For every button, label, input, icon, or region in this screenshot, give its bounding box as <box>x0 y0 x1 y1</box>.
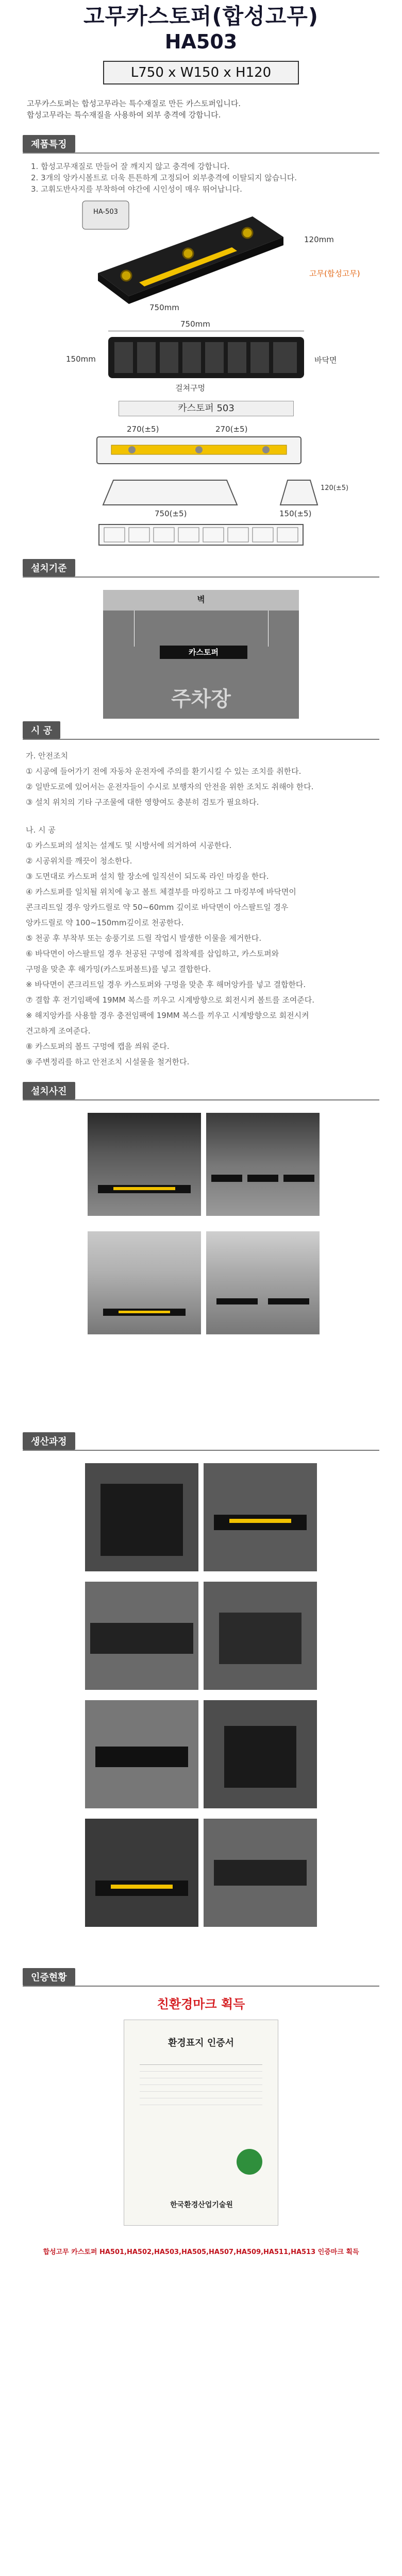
certificate-document <box>124 2020 278 2226</box>
construction-section <box>0 721 402 1070</box>
procedure-item: ① 카스토퍼의 설치는 설계도 및 시방서에 의거하여 시공한다. <box>26 841 232 850</box>
dimensions-box: L750 x W150 x H120 <box>103 61 299 84</box>
intro-line-1: 고무카스토퍼는 합성고무라는 특수재질로 만든 카스토퍼입니다. <box>27 99 241 108</box>
install-photo-2 <box>206 1113 320 1216</box>
bar-underside-grid <box>98 523 304 546</box>
product-model: HA503 <box>164 30 238 53</box>
procedure-item: ⑦ 결합 후 전기임팩에 19MM 복스를 끼우고 시계방향으로 회전시켜 볼트를 조여준다. <box>26 995 315 1005</box>
width-side-label: 150(±5) <box>279 509 312 518</box>
spacing-left-label: 270(±5) <box>127 425 159 434</box>
feature-item: 2. 3개의 앙카시볼트로 더욱 튼튼하게 고정되어 외부충격에 이탈되지 않습니다. <box>31 173 297 182</box>
install-photo-4 <box>206 1231 320 1334</box>
parking-label: 주차장 <box>171 687 231 711</box>
procedure-item: ⑤ 천공 후 부착부 또는 송풍기로 드릴 작업시 발생한 이물을 제거한다. <box>26 934 262 943</box>
production-photo-1 <box>85 1463 198 1571</box>
safety-item: ② 일반도로에 있어서는 운전자들이 수시로 보행자의 안전을 위한 조치도 취해야 한다. <box>26 782 314 791</box>
eco-mark-title: 친환경마크 획득 <box>157 1997 245 2011</box>
install-photo-1 <box>88 1113 201 1216</box>
product-title: 고무카스토퍼(합성고무) <box>83 4 319 29</box>
guide-line <box>134 611 135 647</box>
production-photo-4 <box>204 1582 317 1690</box>
length-label-plan: 750mm <box>180 319 210 329</box>
install-standard-divider <box>23 577 379 578</box>
procedure-item: 구멍을 맞춘 후 해가밍(카스토퍼볼트)를 넣고 결합한다. <box>26 964 211 974</box>
certification-footer: 합성고무 카스토퍼 HA501,HA502,HA503,HA505,HA507,HA509,HA511,HA513 인증마크 획득 <box>43 2248 359 2256</box>
features-list <box>0 154 402 195</box>
certification-section <box>0 1968 402 2576</box>
bar-top-view <box>96 435 302 466</box>
length-side-label: 750(±5) <box>155 509 187 518</box>
procedure-item: ⑨ 주변정리를 하고 안전조치 시설물을 철거한다. <box>26 1057 190 1066</box>
feature-item: 3. 고휘도반사지를 부착하여 야간에 시인성이 매우 뛰어납니다. <box>31 184 242 194</box>
svg-text:HA-503: HA-503 <box>93 208 118 216</box>
certification-title: 인증현황 <box>23 1968 75 1986</box>
bar-perspective-illustration <box>77 196 294 304</box>
procedure-item: ⑧ 카스토퍼의 볼트 구멍에 캡을 씌워 준다. <box>26 1042 170 1051</box>
procedure-item: ⑥ 바닥면이 아스팔트일 경우 천공된 구멍에 접착제를 삽입하고, 카스토퍼와 <box>26 949 279 958</box>
safety-item: ③ 설치 위치의 기타 구조물에 대한 영향여도 충분히 검토가 필요하다. <box>26 798 259 807</box>
procedure-heading: 나. 시 공 <box>26 825 56 835</box>
construction-title: 시 공 <box>23 721 60 739</box>
safety-item: ① 시공에 들어가기 전에 자동차 운전자에 주의를 환기시킬 수 있는 조치를 취한다. <box>26 767 301 776</box>
bar-section-view <box>278 477 320 506</box>
ribs-label: 걸쳐구멍 <box>175 383 205 393</box>
procedure-item: ※ 바닥면이 콘크리트일 경우 카스토퍼와 구멍을 맞춘 후 해머앙카를 넣고 결합한다. <box>26 980 306 989</box>
width-label-plan: 150mm <box>66 354 96 364</box>
procedure-item: 콘크리트일 경우 앙카드릴로 약 50~60mm 깊이로 바닥면이 아스팔트일 경우 <box>26 903 289 912</box>
production-photo-6 <box>204 1700 317 1808</box>
certificate-issuer: 한국환경산업기술원 <box>170 2201 233 2209</box>
install-photos-divider <box>23 1099 379 1100</box>
certification-divider <box>23 1986 379 1987</box>
spacing-right-label: 270(±5) <box>215 425 248 434</box>
construction-text <box>0 740 402 1070</box>
guide-line <box>268 611 269 647</box>
bar-side-view <box>98 477 242 506</box>
production-photo-3 <box>85 1582 198 1690</box>
intro-line-2: 합성고무라는 특수재질을 사용하여 외부 충격에 강합니다. <box>27 110 221 120</box>
production-photo-5 <box>85 1700 198 1808</box>
install-photo-3 <box>88 1231 201 1334</box>
production-photo-7 <box>85 1819 198 1927</box>
feature-item: 1. 합성고무재질로 만들어 잘 깨지지 않고 충격에 강합니다. <box>31 162 230 171</box>
production-title: 생산과정 <box>23 1432 75 1450</box>
header <box>0 0 402 98</box>
procedure-item: ※ 해지앙카를 사용할 경우 충전임팩에 19MM 복스를 끼우고 시계방향으로 회전시켜 <box>26 1011 309 1020</box>
procedure-item: ④ 카스토퍼를 일치될 위치에 놓고 볼트 체결부를 마킹하고 그 마킹부에 바닥면이 <box>26 887 296 896</box>
production-photo-8 <box>204 1819 317 1927</box>
features-title: 제품특징 <box>23 135 75 152</box>
features-section <box>0 135 402 195</box>
production-divider <box>23 1450 379 1451</box>
bar-bottom-view <box>107 336 305 379</box>
eco-mark-seal <box>237 2149 262 2175</box>
product-name-band: 카스토퍼 503 <box>119 401 294 416</box>
bottom-face-label: 바닥면 <box>314 355 337 365</box>
production-photo-2 <box>204 1463 317 1571</box>
install-photos-title: 설치사진 <box>23 1082 75 1099</box>
stopper-label: 카스토퍼 <box>160 646 247 659</box>
procedure-item: ③ 도면대로 카스토퍼 설치 할 장소에 일직선이 되도록 라인 마킹을 한다. <box>26 872 269 881</box>
height-label: 120mm <box>304 235 334 244</box>
wall-label: 벽 <box>197 595 205 604</box>
install-standard-title: 설치기준 <box>23 559 75 577</box>
certificate-heading: 환경표지 인증서 <box>168 2038 234 2048</box>
install-photos-section <box>0 1082 402 1401</box>
procedure-item: ② 시공위치를 깨끗이 청소한다. <box>26 856 132 866</box>
procedure-item: 앙카드릴로 약 100~150mm깊이로 천공한다. <box>26 918 184 927</box>
length-label-3d: 750mm <box>149 303 179 312</box>
install-standard-section <box>0 559 402 711</box>
height-side-label: 120(±5) <box>321 484 349 492</box>
intro-block <box>0 98 402 124</box>
material-label: 고무(합성고무) <box>309 269 360 278</box>
install-standard-diagram <box>103 590 299 719</box>
safety-heading: 가. 안전조치 <box>26 751 68 760</box>
procedure-item: 견고하게 조여준다. <box>26 1026 91 1036</box>
